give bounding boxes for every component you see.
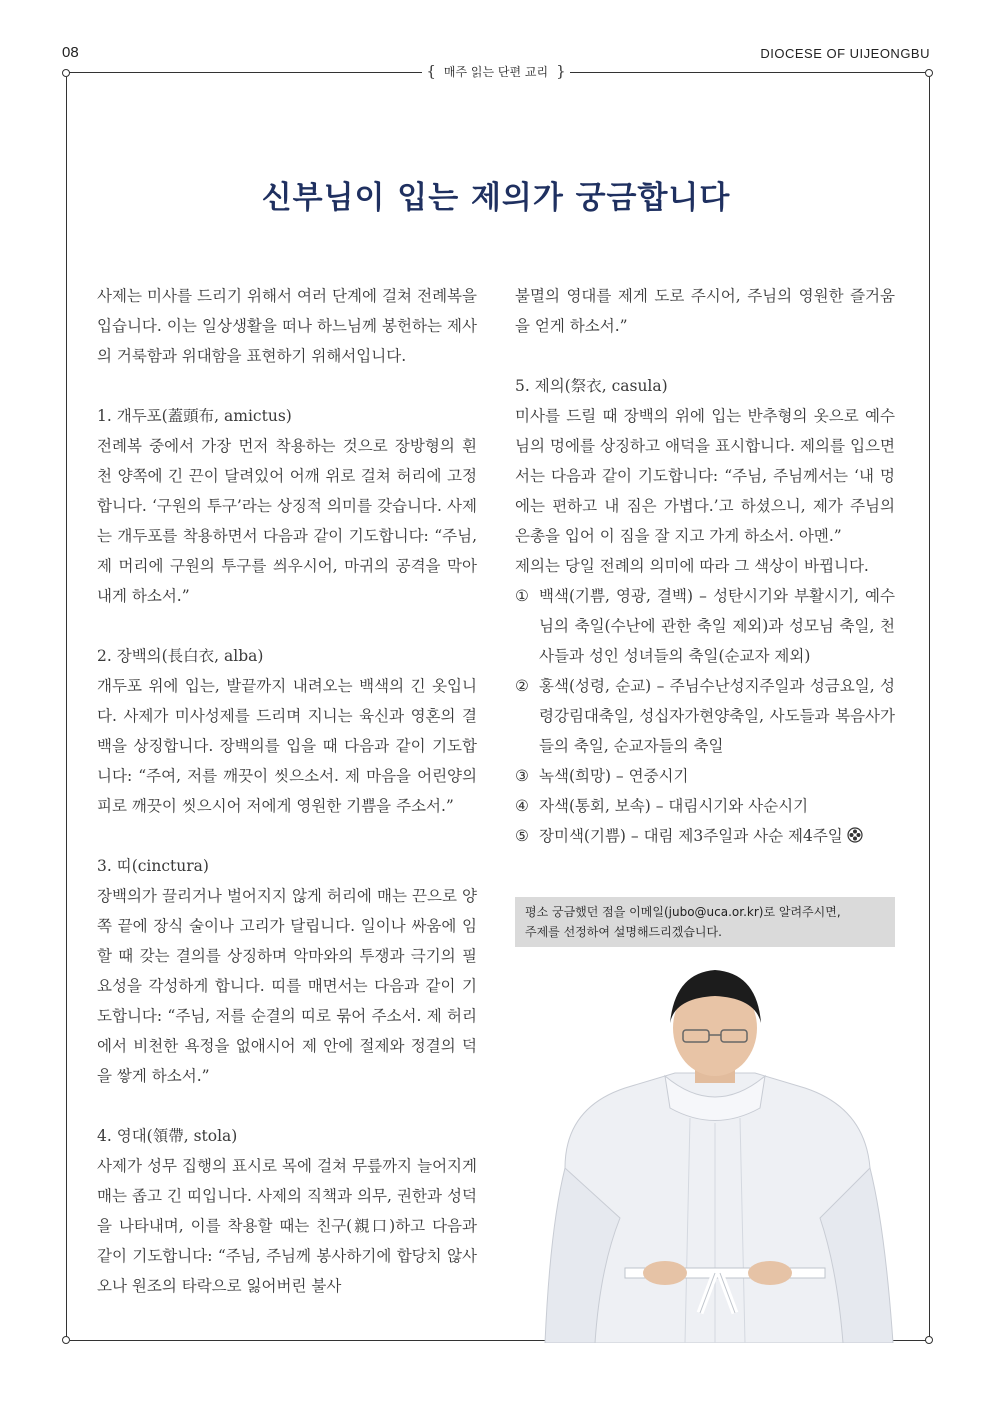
series-title-row (0, 62, 992, 80)
reader-notice-box (515, 897, 895, 947)
section-body-amictus: 전례복 중에서 가장 먼저 착용하는 것으로 장방형의 흰 천 양쪽에 긴 끈이 달려있어 어깨 위로 걸쳐 허리에 고정합니다. ‘구원의 투구’라는 상징적 의미를 갖습니다. 사제는 개두포를 착용하면서 다음과 같이 기도합니다: “주님, 제 머리에 구원의 투구를 씌우시어, 마귀의 공격을 막아 내게 하소서.” (97, 437, 477, 605)
section-heading-alba: 2. 장백의(長白衣, alba) (97, 647, 264, 665)
list-text: 장미색(기쁨) – 대림 제3주일과 사순 제4주일 (539, 827, 843, 845)
series-brace-open: { (426, 62, 436, 80)
color-item-rose (515, 821, 895, 851)
corner-dot-top-left (62, 69, 70, 77)
publication-name: DIOCESE OF UIJEONGBU (760, 46, 930, 61)
list-text-with-ornament (539, 821, 895, 851)
frame-right-rule (929, 77, 930, 1337)
section-heading-cinctura: 3. 띠(cinctura) (97, 857, 209, 875)
corner-dot-bottom-right (925, 1336, 933, 1344)
section-heading-amictus: 1. 개두포(蓋頭布, amictus) (97, 407, 292, 425)
section-body-stola: 사제가 성무 집행의 표시로 목에 걸쳐 무릎까지 늘어지게 매는 좁고 긴 띠입니다. 사제의 직책과 의무, 권한과 성덕을 나타내며, 이를 착용할 때는 친구(親口)하고 다음과 같이 기도합니다: “주님, 주님께 봉사하기에 합당치 않사오나 원조의 타락으로 잃어버린 불사 (97, 1157, 477, 1295)
series-title: 매주 읽는 단편 교리 (443, 65, 549, 79)
list-text: 자색(통회, 보속) – 대림시기와 사순시기 (539, 797, 809, 815)
section-body-casula: 미사를 드릴 때 장백의 위에 입는 반추형의 옷으로 예수님의 멍에를 상징하고 애덕을 표시합니다. 제의를 입으면서는 다음과 같이 기도합니다: “주님, 주님께서는 ‘내 멍에는 편하고 내 짐은 가볍다.’고 하셨으니, 제가 주님의 은총을 입어 이 짐을 잘 지고 가게 하소서. 아멘.” (515, 407, 895, 545)
notice-line-1: 평소 궁금했던 점을 이메일(jubo@uca.or.kr)로 알려주시면, (525, 905, 841, 919)
flower-ornament-icon (847, 827, 863, 843)
article-title: 신부님이 입는 제의가 궁금합니다 (261, 180, 731, 216)
list-marker: ③ (515, 767, 529, 785)
list-marker: ⑤ (515, 827, 529, 845)
notice-line-2: 주제를 선정하여 설명해드리겠습니다. (525, 925, 722, 939)
color-item-red (515, 671, 895, 761)
left-column (97, 281, 477, 1301)
list-marker: ② (515, 677, 529, 695)
corner-dot-bottom-left (62, 1336, 70, 1344)
intro-paragraph: 사제는 미사를 드리기 위해서 여러 단계에 걸쳐 전례복을 입습니다. 이는 일상생활을 떠나 하느님께 봉헌하는 제사의 거룩함과 위대함을 표현하기 위해서입니다. (97, 287, 477, 365)
frame-left-rule (66, 77, 67, 1337)
list-text: 홍색(성령, 순교) – 주님수난성지주일과 성금요일, 성령강림대축일, 성십자가현양축일, 사도들과 복음사가들의 축일, 순교자들의 축일 (539, 677, 895, 755)
priest-tying-cincture-photo (525, 968, 905, 1343)
right-column (515, 281, 895, 851)
page-number: 08 (62, 44, 79, 61)
list-marker: ④ (515, 797, 529, 815)
color-item-green (515, 761, 895, 791)
color-intro: 제의는 당일 전례의 의미에 따라 그 색상이 바뀝니다. (515, 557, 869, 575)
section-body-alba: 개두포 위에 입는, 발끝까지 내려오는 백색의 긴 옷입니다. 사제가 미사성제를 드리며 지니는 육신과 영혼의 결백을 상징합니다. 장백의를 입을 때 다음과 같이 기도합니다: “주여, 저를 깨끗이 씻으소서. 제 마음을 어린양의 피로 깨끗이 씻으시어 저에게 영원한 기쁨을 주소서.” (97, 677, 477, 815)
list-text: 녹색(희망) – 연중시기 (539, 767, 689, 785)
color-item-white (515, 581, 895, 671)
series-brace-close: } (556, 62, 566, 80)
corner-dot-top-right (925, 69, 933, 77)
section-heading-casula: 5. 제의(祭衣, casula) (515, 377, 668, 395)
list-text: 백색(기쁨, 영광, 결백) – 성탄시기와 부활시기, 예수님의 축일(수난에 관한 축일 제외)과 성모님 축일, 천사들과 성인 성녀들의 축일(순교자 제외) (539, 587, 895, 665)
section-body-stola-continued: 불멸의 영대를 제게 도로 주시어, 주님의 영원한 즐거움을 얻게 하소서.” (515, 287, 895, 335)
list-marker: ① (515, 587, 529, 605)
section-body-cinctura: 장백의가 끌리거나 벌어지지 않게 허리에 매는 끈으로 양쪽 끝에 장식 술이나 고리가 달립니다. 일이나 싸움에 임할 때 갖는 결의를 상징하며 악마와의 투쟁과 극기의 필요성을 각성하게 합니다. 띠를 매면서는 다음과 같이 기도합니다: “주님, 저를 순결의 띠로 묶어 주소서. 제 허리에서 비천한 욕정을 없애시어 제 안에 절제와 정결의 덕을 쌓게 하소서.” (97, 887, 477, 1085)
color-item-violet (515, 791, 895, 821)
section-heading-stola: 4. 영대(領帶, stola) (97, 1127, 238, 1145)
